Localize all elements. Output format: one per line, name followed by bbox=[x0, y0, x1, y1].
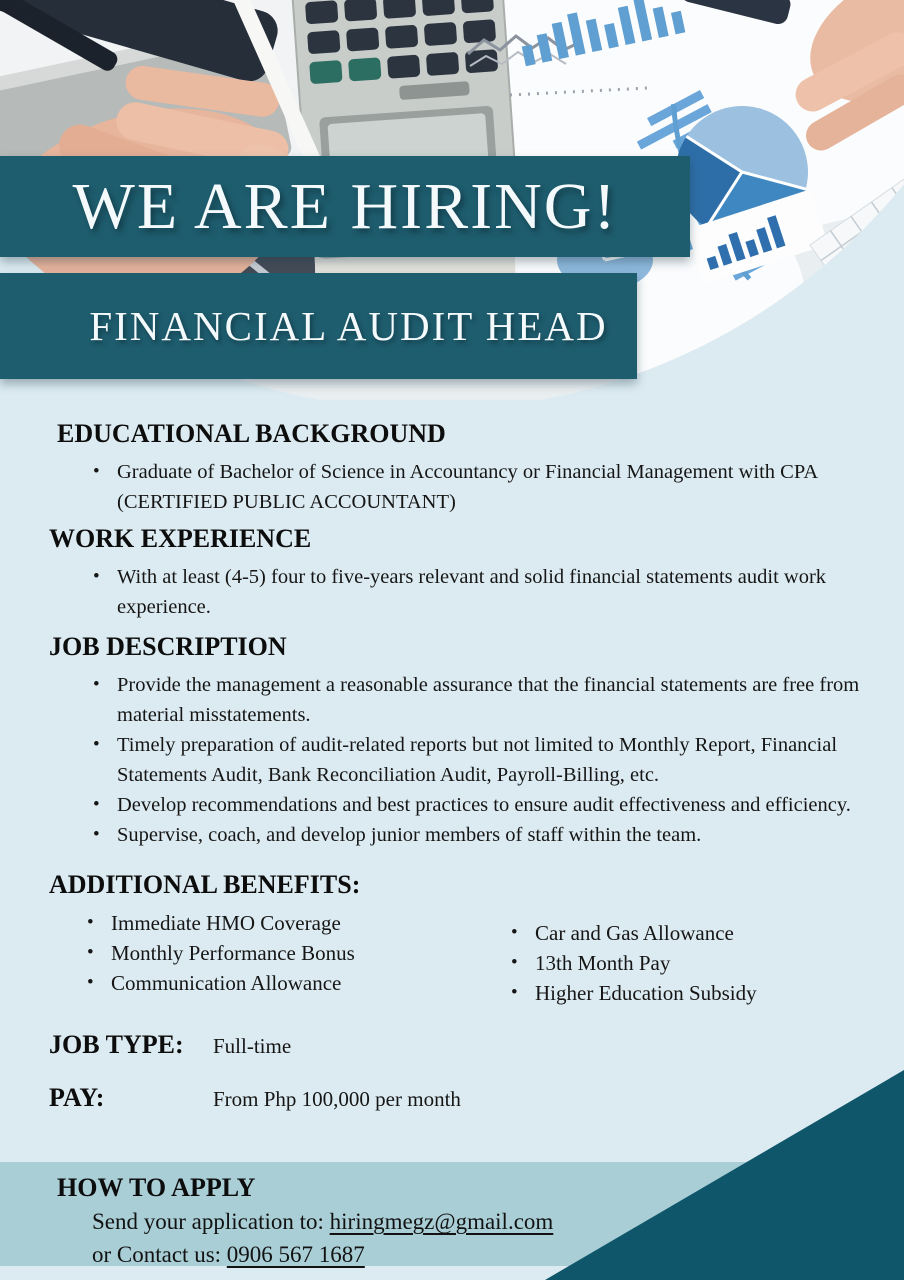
list-item: • Graduate of Bachelor of Science in Accountancy or Financial Management with CPA (CERTIFIED PUBLIC ACCOUNTANT) bbox=[117, 457, 862, 517]
benefit-item: • Monthly Performance Bonus bbox=[83, 938, 507, 968]
benefit-item: • Immediate HMO Coverage bbox=[83, 908, 507, 938]
benefits-column-1 bbox=[83, 908, 507, 1008]
how-to-apply-heading: HOW TO APPLY bbox=[57, 1173, 256, 1202]
apply-phone-prefix: or Contact us: bbox=[92, 1242, 227, 1267]
apply-email-prefix: Send your application to: bbox=[92, 1209, 330, 1234]
poster-body bbox=[0, 417, 904, 1113]
list-item: • Timely preparation of audit-related reports but not limited to Monthly Report, Financial Statements Audit, Bank Reconciliation Audit, Payroll-Billing, etc. bbox=[117, 730, 862, 790]
pay-label: PAY: bbox=[49, 1083, 105, 1112]
list-item: • With at least (4-5) four to five-years relevant and solid financial statements audit work experience. bbox=[117, 562, 862, 622]
poster-title: WE ARE HIRING! bbox=[72, 169, 618, 243]
job-title: FINANCIAL AUDIT HEAD bbox=[89, 303, 608, 349]
job-type-row bbox=[0, 1030, 904, 1060]
benefit-item: • 13th Month Pay bbox=[507, 948, 757, 978]
job-type-value: Full-time bbox=[213, 1034, 292, 1058]
section-heading-additional-benefits: ADDITIONAL BENEFITS: bbox=[49, 870, 361, 899]
pay-value: From Php 100,000 per month bbox=[213, 1087, 461, 1111]
benefit-item: • Car and Gas Allowance bbox=[507, 918, 757, 948]
phone-link[interactable]: 0906 567 1687 bbox=[226, 1242, 365, 1267]
email-link[interactable]: hiringmegz@gmail.com bbox=[329, 1209, 554, 1234]
tax-plus-key bbox=[309, 60, 342, 84]
section-heading-job-description: JOB DESCRIPTION bbox=[49, 632, 287, 661]
list-item: • Provide the management a reasonable assurance that the financial statements are free from material misstatements. bbox=[117, 670, 862, 730]
work-experience-list bbox=[0, 562, 904, 622]
list-item: • Supervise, coach, and develop junior members of staff within the team. bbox=[117, 820, 862, 850]
title-banner bbox=[0, 156, 690, 257]
benefits-columns bbox=[0, 908, 904, 1008]
job-description-list bbox=[0, 670, 904, 850]
benefit-item: • Communication Allowance bbox=[83, 968, 507, 998]
section-heading-educational-background: EDUCATIONAL BACKGROUND bbox=[57, 419, 446, 448]
subtitle-banner bbox=[0, 273, 637, 379]
job-type-label: JOB TYPE: bbox=[49, 1030, 184, 1059]
list-item: • Develop recommendations and best practices to ensure audit effectiveness and efficiency. bbox=[117, 790, 862, 820]
benefit-item: • Higher Education Subsidy bbox=[507, 978, 757, 1008]
benefits-column-2 bbox=[507, 918, 757, 1008]
pay-row bbox=[0, 1083, 904, 1113]
tax-minus-key bbox=[348, 57, 381, 81]
section-heading-work-experience: WORK EXPERIENCE bbox=[49, 524, 312, 553]
educational-background-list bbox=[0, 457, 904, 517]
